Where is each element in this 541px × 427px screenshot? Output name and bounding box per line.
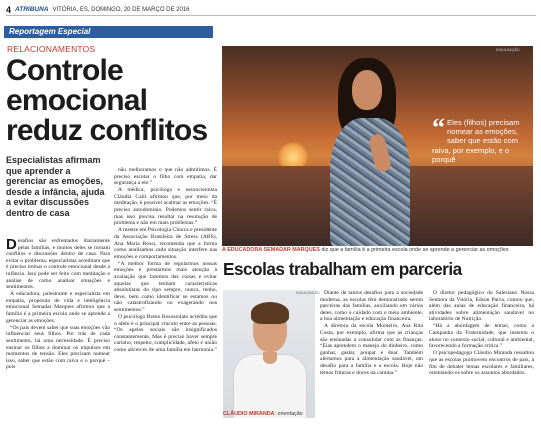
portrait-hair <box>251 302 289 324</box>
dateline: VITÓRIA, ES, DOMINGO, 20 DE MARÇO DE 2016 <box>52 6 190 13</box>
article-paragraph <box>6 238 110 291</box>
page-title: Controle emocional reduz conflitos <box>6 54 208 147</box>
article-paragraph: A mestre em Psicologia Clínica e presidente da Associação Brasileira de Stress (ABS), Ana Maria Rossi, recomenda que a forma como analisamos cada situação interfere nas emoções e comportamentos. <box>114 227 217 260</box>
newspaper-brand: ATRIBUNA <box>15 6 49 13</box>
article-column-4 <box>429 290 534 377</box>
article-deck: Especialistas afirmam que aprender a gerenciar as emoções, desde a infância, ajuda a evitar discussões dentro de casa <box>6 155 105 218</box>
pull-quote-text: Eles (filhos) precisam nomear as emoções, saber que estão com raiva, por exemplo, e o porquê <box>432 118 520 164</box>
portrait-credit: DIVULGAÇÃO <box>296 291 320 295</box>
article-paragraph: Diante de tantos desafios para a sociedade moderna, as escolas têm demonstrado serem parceiras das famílias, auxiliando em vários deles, como o cuidado com o meio ambiente, a boa alimentação e educação financeira. <box>320 290 423 323</box>
article-paragraph: “Os pais devem saber que suas emoções vão influenciar seus filhos. Por trás de cada sentimento, há uma necessidade. É preciso ensinar os filhos a dominar os impulsos em momentos de tensão. Eles precisam nomear isso, saber que estão com raiva e o porquê – pois <box>6 324 110 371</box>
portrait-caption <box>223 411 315 417</box>
portrait-neck <box>263 352 277 364</box>
photo-credit: DIVULGAÇÃO <box>496 48 520 52</box>
secondary-headline: Escolas trabalham em parceria <box>223 259 462 279</box>
article-paragraph: “A melhor forma de regularmos nossas emoções é prestarmos mais atenção à avaliação que fazemos das coisas e evitar aquelas que tenham características absolutistas do tipo sempre, nunca, tenho, deve, bem como identificar se estamos ou não catastrofizando ou exagerando nos sentimentos.” <box>114 260 217 313</box>
drop-cap: D <box>6 236 17 253</box>
caption-name: A EDUCADORA SEMADAR MARQUES <box>222 247 320 253</box>
article-paragraph: “Há a abordagem de temas, como a Campanha da Fraternidade, que inserem o aluno no contexto social, cultural e ambiental, favorecendo a formação crítica.” <box>429 323 534 350</box>
article-paragraph: A diretora da escola Monteiro, Ana Rita Costa, por exemplo, afirma que as crianças são ensinadas a consolidar com as finanças. “Elas aprendem o manejo do dinheiro, como ganhar, gastar, poupar e doar. Também alertamos para a alimentação saudável, um desafio para a família e a escola. Hoje não temos frituras e doces na cantina.” <box>320 323 423 376</box>
paragraph-text: esafios são enfrentados diariamente pelas famílias, e muitos deles se tornam conflitos e discussões dentro de casa. Para evitar o problema, especialistas acreditam que é preciso treinar o controle emocional desde a infância. Isso pode ser feito com meditação e análise de como analisar situações e sentimentos. <box>6 238 110 291</box>
portrait-caption-text: : orientação <box>274 411 303 417</box>
article-paragraph: O diretor pedagógico do Salesiano Nossa Senhora da Vitória, Edson Paiva, contou que, além das aulas de educação financeira, há atividades sobre alimentação saudável no laboratório de Nutrição. <box>429 290 534 323</box>
kicker: RELACIONAMENTOS <box>7 44 96 54</box>
pull-quote <box>432 113 532 164</box>
article-column-1 <box>6 238 110 371</box>
article-column-3 <box>320 290 423 377</box>
page-number: 4 <box>6 4 12 15</box>
photo-caption <box>222 247 533 253</box>
page-header <box>6 4 536 16</box>
article-paragraph: A educadora, palestrante e especialista em empatia, propósito de vida e inteligência emocional Semadar Marques afirmou que a família é a primeira escola onde se aprende a gerenciar as emoções. <box>6 291 110 324</box>
portrait-photo <box>223 290 315 418</box>
section-label: Reportagem Especial <box>4 26 213 38</box>
quote-mark-icon: “ <box>432 113 445 142</box>
portrait-caption-name: CLÁUDIO MIRANDA <box>223 411 275 417</box>
article-paragraph: não melhoramos o que não admitimos. É preciso escutar o filho com empatia, dar segurança a ele.” <box>114 167 217 187</box>
caption-text: diz que a família é a primeira escola onde se aprende a gerenciar as emoções <box>319 247 509 253</box>
article-paragraph: A médica, psicóloga e neurocientista Cláudia Calil afirmou que, por meio da meditação, é possível acalmar as emoções. “É preciso autodomínio. Podemos sentir raiva, mas isso precisa resultar na resolução de problema e não em mais problemas.” <box>114 187 217 227</box>
article-column-2 <box>114 167 217 354</box>
article-paragraph: O psicólogo Breno Rosostolato acredita que o afeto é o principal vínculo entre as pessoas. “Os apelos sociais são insignificados constantemente. Mas é preciso haver sempre carinho, respeito, cumplicidade, afeto e união como alicerces de uma família em harmonia.” <box>114 314 217 354</box>
article-paragraph: O psicopedagogo Cláudio Miranda ressaltou que as escolas promovem encontros de pais, a fim de debater temas escolares e familiares, orientando-os sobre os assuntos abordados. <box>429 350 534 377</box>
woman-face <box>352 70 382 110</box>
